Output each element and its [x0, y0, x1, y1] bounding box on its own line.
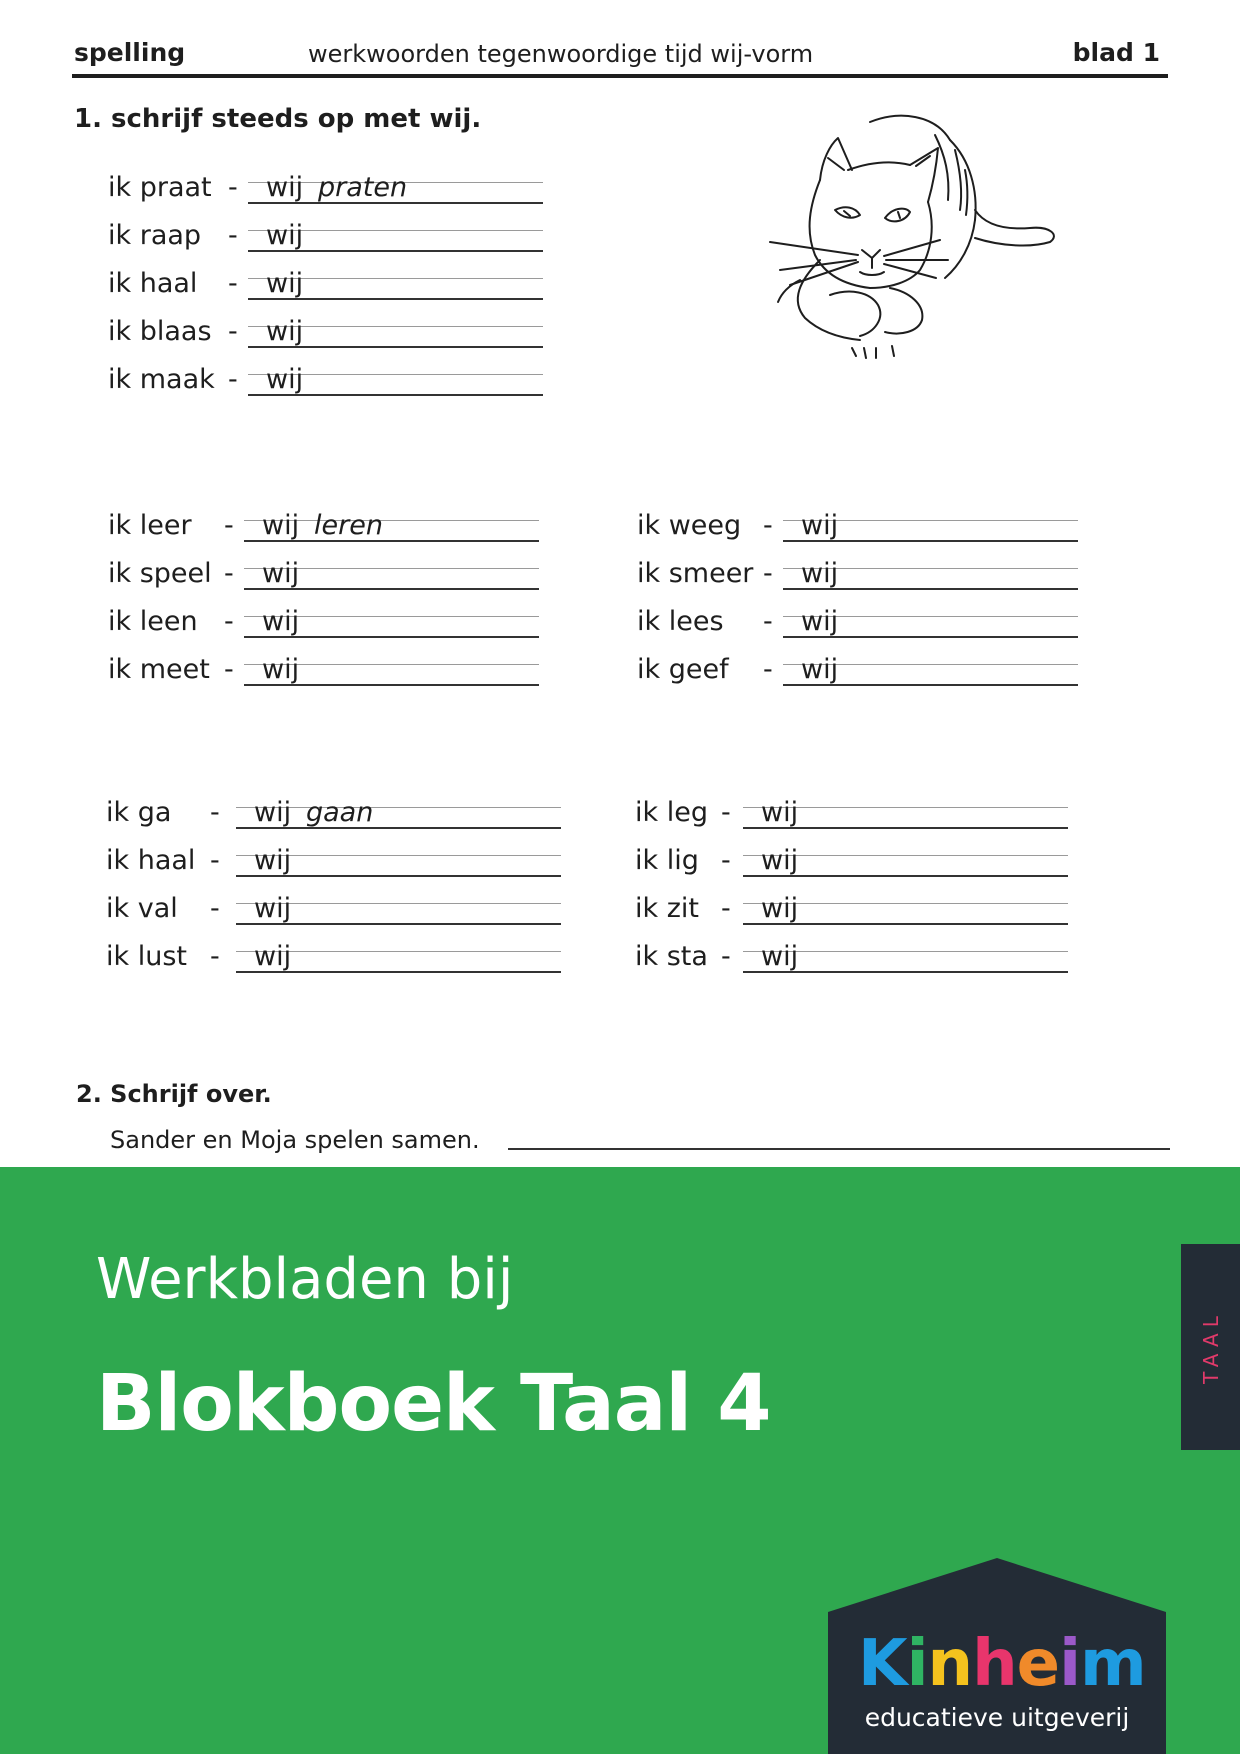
wij-prefix: wij [801, 558, 839, 589]
series-subtitle: Werkbladen bij [96, 1247, 514, 1312]
wij-prefix: wij [254, 893, 292, 924]
exercise-row [106, 793, 561, 833]
verb-prompt: ik ga [106, 797, 172, 828]
dash-separator: - [224, 606, 234, 637]
page-header [72, 34, 1168, 78]
answer-line[interactable] [783, 508, 1078, 542]
wij-prefix: wij [266, 364, 304, 395]
answer-line[interactable] [783, 652, 1078, 686]
exercise-1-title: 1. schrijf steeds op met wij. [74, 104, 482, 134]
wij-prefix: wij [801, 510, 839, 541]
exercise-row [106, 841, 561, 881]
publisher-letter: n [927, 1627, 973, 1701]
verb-prompt: ik praat [108, 172, 212, 203]
publisher-letter: h [972, 1627, 1017, 1701]
wij-prefix: wij [761, 797, 799, 828]
exercise-row [108, 506, 539, 546]
answer-line[interactable] [244, 556, 539, 590]
answer-line[interactable] [236, 939, 561, 973]
exercise-row [108, 168, 543, 208]
answer-line[interactable] [783, 556, 1078, 590]
example-answer: praten [318, 172, 408, 203]
verb-prompt: ik weeg [637, 510, 742, 541]
answer-line[interactable] [236, 795, 561, 829]
copy-answer-line[interactable] [508, 1148, 1170, 1150]
publisher-name [858, 1627, 1146, 1701]
answer-line[interactable] [248, 314, 543, 348]
verb-prompt: ik leg [635, 797, 708, 828]
exercise-row [108, 312, 543, 352]
publisher-letter: K [858, 1627, 907, 1701]
dash-separator: - [224, 654, 234, 685]
answer-line[interactable] [743, 843, 1068, 877]
answer-line[interactable] [248, 170, 543, 204]
answer-line[interactable] [783, 604, 1078, 638]
verb-prompt: ik haal [108, 268, 198, 299]
verb-prompt: ik leen [108, 606, 198, 637]
verb-prompt: ik sta [635, 941, 708, 972]
verb-prompt: ik haal [106, 845, 196, 876]
dash-separator: - [763, 510, 773, 541]
dash-separator: - [763, 654, 773, 685]
copy-sentence: Sander en Moja spelen samen. [110, 1126, 480, 1154]
verb-prompt: ik lees [637, 606, 724, 637]
exercise-row [108, 216, 543, 256]
answer-line[interactable] [743, 939, 1068, 973]
wij-prefix: wij [761, 893, 799, 924]
exercise-row [635, 841, 1068, 881]
copy-exercise [110, 1120, 1170, 1160]
publisher-letter: i [906, 1627, 928, 1701]
dash-separator: - [721, 797, 731, 828]
publisher-letter: e [1016, 1627, 1060, 1701]
answer-line[interactable] [244, 604, 539, 638]
answer-line[interactable] [236, 843, 561, 877]
subject-tab [1181, 1244, 1240, 1450]
wij-prefix: wij [262, 510, 300, 541]
wij-prefix: wij [262, 558, 300, 589]
verb-prompt: ik blaas [108, 316, 212, 347]
exercise-row [637, 506, 1078, 546]
verb-prompt: ik meet [108, 654, 210, 685]
wij-prefix: wij [761, 845, 799, 876]
dash-separator: - [224, 510, 234, 541]
wij-prefix: wij [761, 941, 799, 972]
verb-prompt: ik leer [108, 510, 192, 541]
verb-prompt: ik raap [108, 220, 202, 251]
verb-prompt: ik maak [108, 364, 215, 395]
verb-prompt: ik val [106, 893, 178, 924]
exercise-row [635, 793, 1068, 833]
exercise-row [106, 889, 561, 929]
answer-line[interactable] [248, 362, 543, 396]
exercise-row [635, 889, 1068, 929]
dash-separator: - [228, 268, 238, 299]
wij-prefix: wij [266, 268, 304, 299]
exercise-row [637, 554, 1078, 594]
dash-separator: - [224, 558, 234, 589]
dash-separator: - [721, 893, 731, 924]
wij-prefix: wij [254, 941, 292, 972]
wij-prefix: wij [266, 172, 304, 203]
exercise-2-title: 2. Schrijf over. [76, 1080, 272, 1108]
answer-line[interactable] [248, 266, 543, 300]
verb-prompt: ik speel [108, 558, 212, 589]
dash-separator: - [763, 558, 773, 589]
answer-line[interactable] [743, 795, 1068, 829]
cat-illustration [760, 110, 1080, 370]
verb-prompt: ik lig [635, 845, 699, 876]
exercise-row [637, 650, 1078, 690]
wij-prefix: wij [262, 654, 300, 685]
wij-prefix: wij [266, 316, 304, 347]
dash-separator: - [228, 364, 238, 395]
dash-separator: - [228, 220, 238, 251]
exercise-row [106, 937, 561, 977]
example-answer: gaan [306, 797, 374, 828]
exercise-row [637, 602, 1078, 642]
wij-prefix: wij [262, 606, 300, 637]
verb-prompt: ik smeer [637, 558, 754, 589]
topic-label: werkwoorden tegenwoordige tijd wij-vorm [308, 40, 814, 68]
answer-line[interactable] [236, 891, 561, 925]
answer-line[interactable] [244, 508, 539, 542]
exercise-row [108, 554, 539, 594]
exercise-row [108, 602, 539, 642]
dash-separator: - [210, 893, 220, 924]
exercise-row [635, 937, 1068, 977]
dash-separator: - [228, 316, 238, 347]
verb-prompt: ik lust [106, 941, 187, 972]
dash-separator: - [721, 845, 731, 876]
dash-separator: - [763, 606, 773, 637]
example-answer: leren [314, 510, 383, 541]
answer-line[interactable] [248, 218, 543, 252]
answer-line[interactable] [743, 891, 1068, 925]
verb-prompt: ik geef [637, 654, 729, 685]
answer-line[interactable] [244, 652, 539, 686]
cover-banner [0, 1167, 1240, 1754]
exercise-row [108, 264, 543, 304]
wij-prefix: wij [254, 797, 292, 828]
subject-tab-label: TAAL [1198, 1310, 1223, 1384]
dash-separator: - [210, 941, 220, 972]
book-title: Blokboek Taal 4 [96, 1359, 771, 1449]
wij-prefix: wij [254, 845, 292, 876]
exercise-row [108, 650, 539, 690]
publisher-letter: i [1059, 1627, 1080, 1701]
verb-prompt: ik zit [635, 893, 699, 924]
wij-prefix: wij [266, 220, 304, 251]
wij-prefix: wij [801, 654, 839, 685]
exercise-row [108, 360, 543, 400]
publisher-tagline: educatieve uitgeverij [864, 1703, 1130, 1732]
subject-label: spelling [74, 38, 186, 67]
publisher-logo [828, 1558, 1166, 1754]
dash-separator: - [210, 845, 220, 876]
dash-separator: - [228, 172, 238, 203]
dash-separator: - [210, 797, 220, 828]
wij-prefix: wij [801, 606, 839, 637]
sheet-number: blad 1 [1072, 38, 1160, 67]
publisher-letter: m [1080, 1627, 1146, 1701]
dash-separator: - [721, 941, 731, 972]
